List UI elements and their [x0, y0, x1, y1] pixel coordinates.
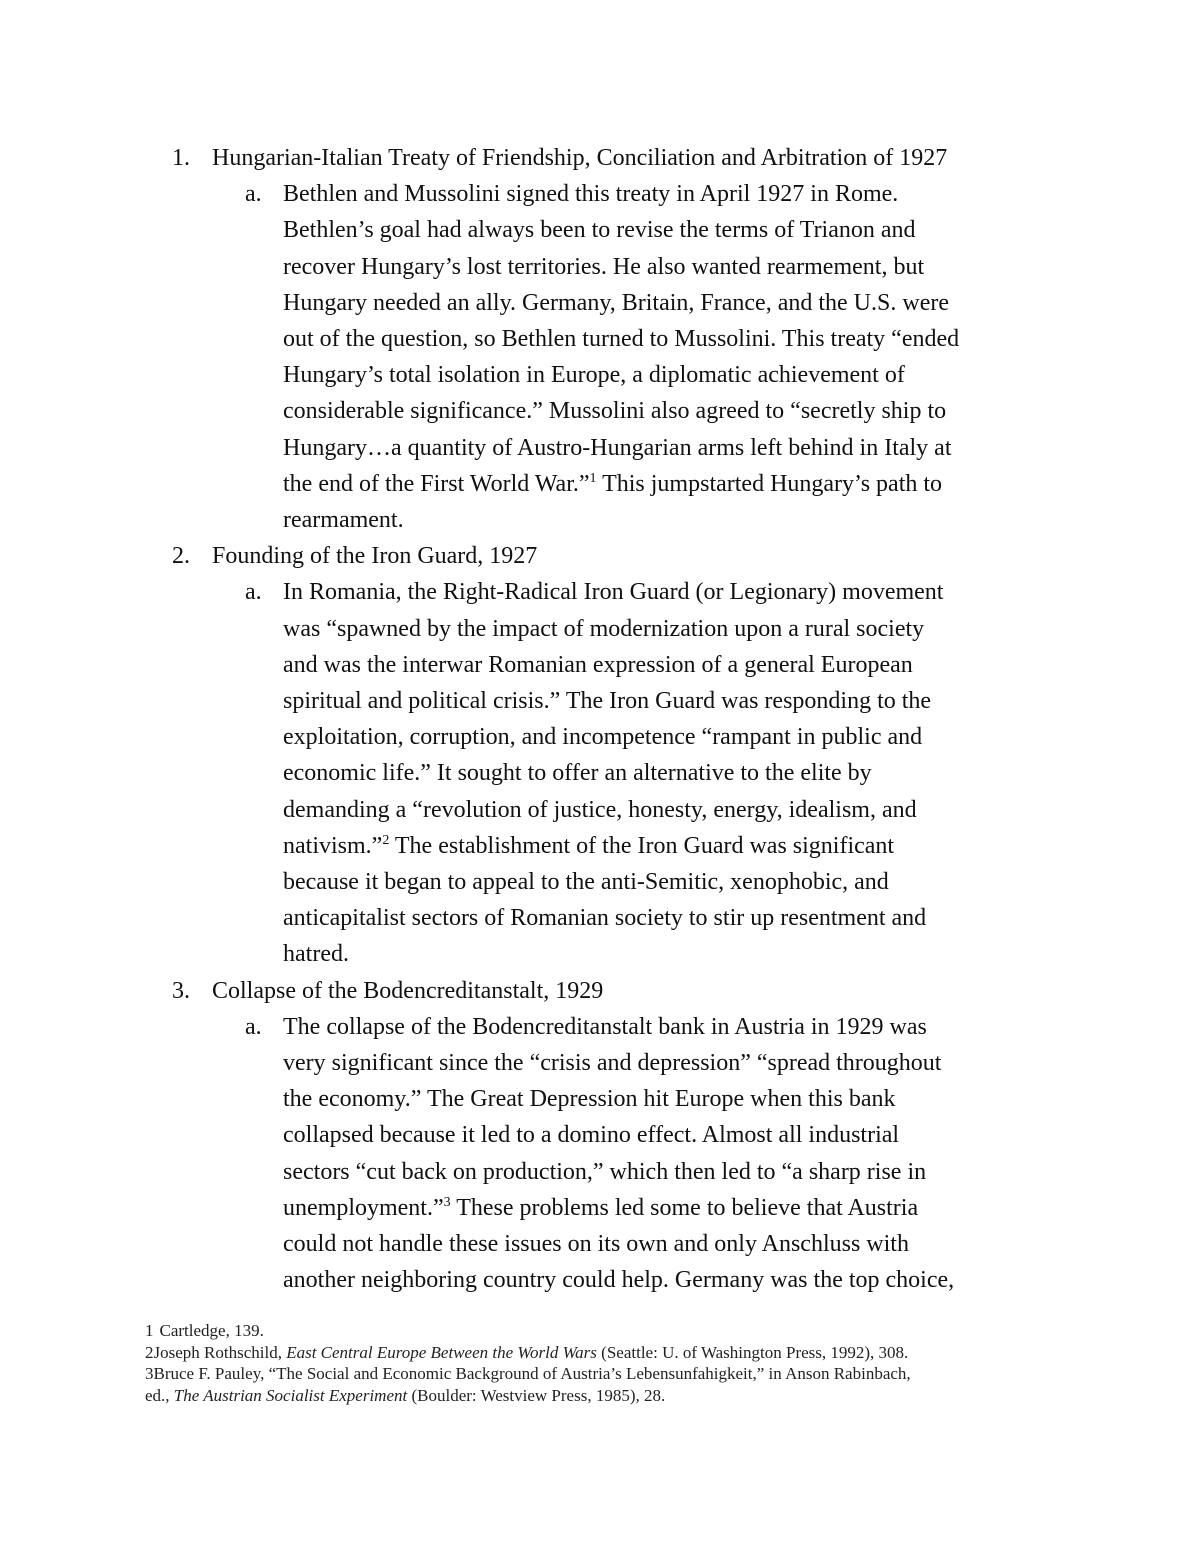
- paragraph-line: and was the interwar Romanian expression of a general European: [283, 651, 913, 678]
- paragraph-line: Hungary’s total isolation in Europe, a diplomatic achievement of: [283, 362, 905, 389]
- paragraph-line: rearmament.: [283, 507, 404, 534]
- paragraph-line: Hungary needed an ally. Germany, Britain, France, and the U.S. were: [283, 289, 949, 316]
- paragraph-line: sectors “cut back on production,” which then led to “a sharp rise in: [283, 1158, 927, 1185]
- footnotes-section: [145, 1320, 1065, 1406]
- outline-item-title: Collapse of the Bodencreditanstalt, 1929: [212, 977, 604, 1004]
- outline-item-2-heading: [0, 538, 1200, 574]
- paragraph-line: Hungary…a quantity of Austro-Hungarian arms left behind in Italy at: [283, 434, 952, 461]
- text-before-footnote: the end of the First World War.”: [283, 470, 590, 497]
- paragraph-line: Bethlen and Mussolini signed this treaty in April 1927 in Rome.: [283, 181, 899, 208]
- paragraph-line: economic life.” It sought to offer an alternative to the elite by: [283, 760, 872, 787]
- footnote-text: (Boulder: Westview Press, 1985), 28.: [407, 1385, 666, 1405]
- outline-item-3-subpoint: [0, 1009, 1073, 1299]
- text-after-footnote: This jumpstarted Hungary’s path to: [596, 470, 943, 497]
- paragraph-line: because it began to appeal to the anti-Semitic, xenophobic, and: [283, 869, 889, 896]
- paragraph-line: spiritual and political crisis.” The Iron Guard was responding to the: [283, 688, 932, 715]
- paragraph-line: considerable significance.” Mussolini also agreed to “secretly ship to: [283, 398, 947, 425]
- paragraph-line: collapsed because it led to a domino effect. Almost all industrial: [283, 1122, 900, 1149]
- outline-item-title: Founding of the Iron Guard, 1927: [212, 543, 538, 570]
- footnote-3: [145, 1363, 1065, 1406]
- paragraph-line: exploitation, corruption, and incompetence “rampant in public and: [283, 724, 923, 751]
- subpoint-marker: a.: [245, 579, 262, 606]
- outline-item-1-heading: [0, 140, 1200, 176]
- footnote-text: Joseph Rothschild,: [153, 1342, 287, 1362]
- footnote-book-title: East Central Europe Between the World Wars: [286, 1342, 597, 1362]
- footnote-reference-3[interactable]: 3: [443, 1194, 451, 1210]
- footnote-reference-1[interactable]: 1: [589, 470, 597, 486]
- paragraph-line: very significant since the “crisis and depression” “spread throughout: [283, 1050, 942, 1077]
- footnote-number: 1: [145, 1321, 154, 1340]
- footnote-reference-2[interactable]: 2: [382, 832, 390, 848]
- paragraph-line-with-footnote: [283, 1190, 1073, 1226]
- paragraph-line: demanding a “revolution of justice, honesty, energy, idealism, and: [283, 796, 917, 823]
- paragraph-line: hatred.: [283, 941, 349, 968]
- footnote-book-title: The Austrian Socialist Experiment: [173, 1385, 408, 1405]
- paragraph-line: the economy.” The Great Depression hit Europe when this bank: [283, 1086, 896, 1113]
- subpoint-marker: a.: [245, 181, 262, 208]
- paragraph-line: could not handle these issues on its own and only Anschluss with: [283, 1231, 909, 1258]
- footnote-text: ed.,: [145, 1385, 174, 1405]
- subpoint-paragraph: [283, 574, 1073, 972]
- paragraph-line: out of the question, so Bethlen turned to Mussolini. This treaty “ended: [283, 326, 960, 353]
- text-after-footnote: The establishment of the Iron Guard was significant: [389, 832, 895, 859]
- footnote-2: [145, 1342, 1065, 1364]
- paragraph-line: another neighboring country could help. Germany was the top choice,: [283, 1267, 955, 1294]
- outline-item-number: 1.: [172, 145, 190, 171]
- paragraph-line-with-footnote: [283, 466, 1073, 502]
- paragraph-line: The collapse of the Bodencreditanstalt bank in Austria in 1929 was: [283, 1013, 927, 1040]
- footnote-number: 2: [145, 1342, 154, 1362]
- text-before-footnote: nativism.”: [283, 832, 383, 859]
- footnote-text: (Seattle: U. of Washington Press, 1992), 308.: [596, 1342, 909, 1362]
- outline-item-number: 3.: [172, 977, 190, 1004]
- paragraph-line: was “spawned by the impact of modernization upon a rural society: [283, 615, 925, 642]
- numbered-outline: [0, 140, 1200, 1299]
- text-after-footnote: These problems led some to believe that Austria: [450, 1194, 919, 1221]
- footnote-number: 3: [145, 1364, 154, 1383]
- outline-item-title: Hungarian-Italian Treaty of Friendship, Conciliation and Arbitration of 1927: [212, 145, 948, 171]
- paragraph-line-with-footnote: [283, 828, 1073, 864]
- paragraph-line: recover Hungary’s lost territories. He also wanted rearmement, but: [283, 253, 925, 280]
- paragraph-line: In Romania, the Right-Radical Iron Guard (or Legionary) movement: [283, 579, 944, 606]
- paragraph-line: Bethlen’s goal had always been to revise the terms of Trianon and: [283, 217, 916, 244]
- paragraph-line: anticapitalist sectors of Romanian society to stir up resentment and: [283, 905, 927, 932]
- subpoint-paragraph: [283, 176, 1073, 538]
- outline-item-2-subpoint: [0, 574, 1073, 972]
- footnote-text: Bruce F. Pauley, “The Social and Economic Background of Austria’s Lebensunfahigkeit,” in Anson Rabinbach,: [153, 1364, 911, 1383]
- outline-item-1-subpoint: [0, 176, 1073, 538]
- subpoint-marker: a.: [245, 1013, 262, 1040]
- footnote-1: [145, 1320, 1065, 1342]
- subpoint-paragraph: [283, 1009, 1073, 1299]
- outline-item-number: 2.: [172, 543, 190, 570]
- text-before-footnote: unemployment.”: [283, 1194, 444, 1221]
- footnote-text: Cartledge, 139.: [159, 1321, 264, 1340]
- outline-item-3-heading: [0, 973, 1200, 1009]
